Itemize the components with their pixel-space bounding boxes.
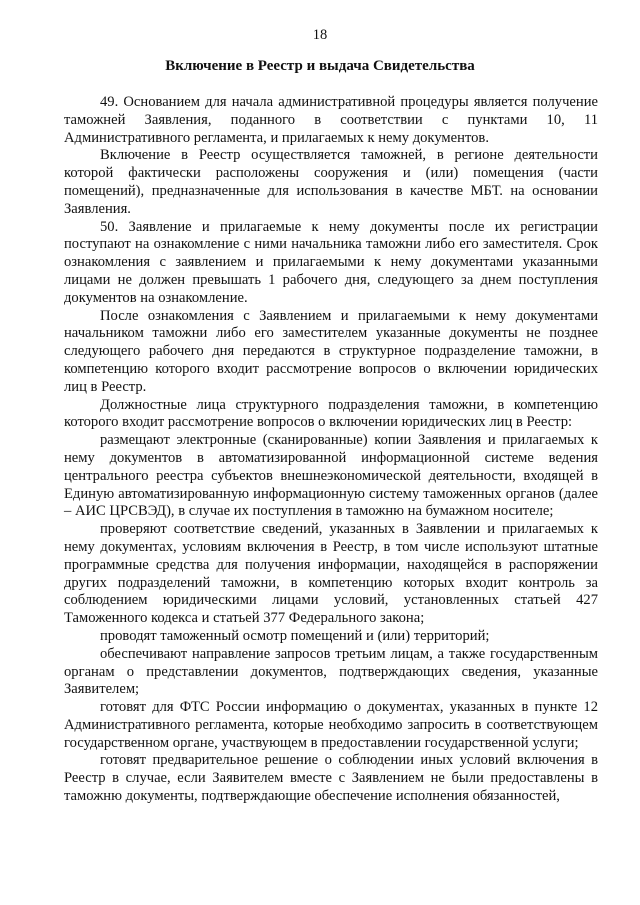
page-number: 18: [312, 27, 328, 43]
paragraph: Включение в Реестр осуществляется таможней, в регионе деятельности которой фактически расположены сооружения и (или) помещения (части помещений), предназначенные для использования в качестве МБТ. на основании Заявления.: [64, 147, 598, 217]
paragraph: проводят таможенный осмотр помещений и (или) территорий;: [100, 627, 490, 644]
paragraph: проверяют соответствие сведений, указанных в Заявлении и прилагаемых к нему документах, условиям включения в Реестр, в том числе используют штатные программные средства для получения информации, находящейся в распоряжении других подразделений таможни, в компетенцию которых входит контроль за соблюдением юридическими лицами условий, установленных статьей 427 Таможенного кодекса и статьей 377 Федерального закона;: [64, 521, 598, 627]
section-title: Включение в Реестр и выдача Свидетельства: [165, 58, 475, 74]
paragraph: готовят для ФТС России информацию о документах, указанных в пункте 12 Административного регламента, которые необходимо запросить в соответствующем государственном органе, участвующем в предоставлении государственной услуги;: [64, 699, 598, 751]
paragraph: После ознакомления с Заявлением и прилагаемыми к нему документами начальником таможни либо его заместителем указанные документы не позднее следующего рабочего дня передаются в структурное подразделение таможни, в компетенцию которого входит рассмотрение вопросов о включении юридических лиц в Реестр.: [64, 307, 598, 395]
document-body: [64, 94, 598, 806]
paragraph: размещают электронные (сканированные) копии Заявления и прилагаемых к нему документов в автоматизированной информационной системе ведения центрального реестра субъектов внешнеэкономической деятельности, входящей в Единую автоматизированную информационную систему таможенных органов (далее – АИС ЦРСВЭД), в случае их поступления в таможню на бумажном носителе;: [64, 432, 598, 520]
paragraph: 50. Заявление и прилагаемые к нему документы после их регистрации поступают на ознакомление с ними начальника таможни либо его заместителя. Срок ознакомления с заявлением и прилагаемыми к нему документами указанными лицами не должен превышать 1 рабочего дня, следующего за днем поступления документов на ознакомление.: [64, 218, 598, 306]
paragraph: готовят предварительное решение о соблюдении иных условий включения в Реестр в случае, если Заявителем вместе с Заявлением не были предоставлены в таможню документы, подтверждающие обеспечение исполнения обязанностей,: [64, 752, 598, 805]
paragraph: 49. Основанием для начала административной процедуры является получение таможней Заявления, поданного в соответствии с пунктами 10, 11 Административного регламента, и прилагаемых к нему документов.: [64, 94, 598, 146]
paragraph: обеспечивают направление запросов третьим лицам, а также государственным органам о представлении документов, подтверждающих сведения, указанные Заявителем;: [64, 645, 598, 698]
paragraph: Должностные лица структурного подразделения таможни, в компетенцию которого входит рассмотрение вопросов о включении юридических лиц в Реестр:: [64, 396, 598, 431]
